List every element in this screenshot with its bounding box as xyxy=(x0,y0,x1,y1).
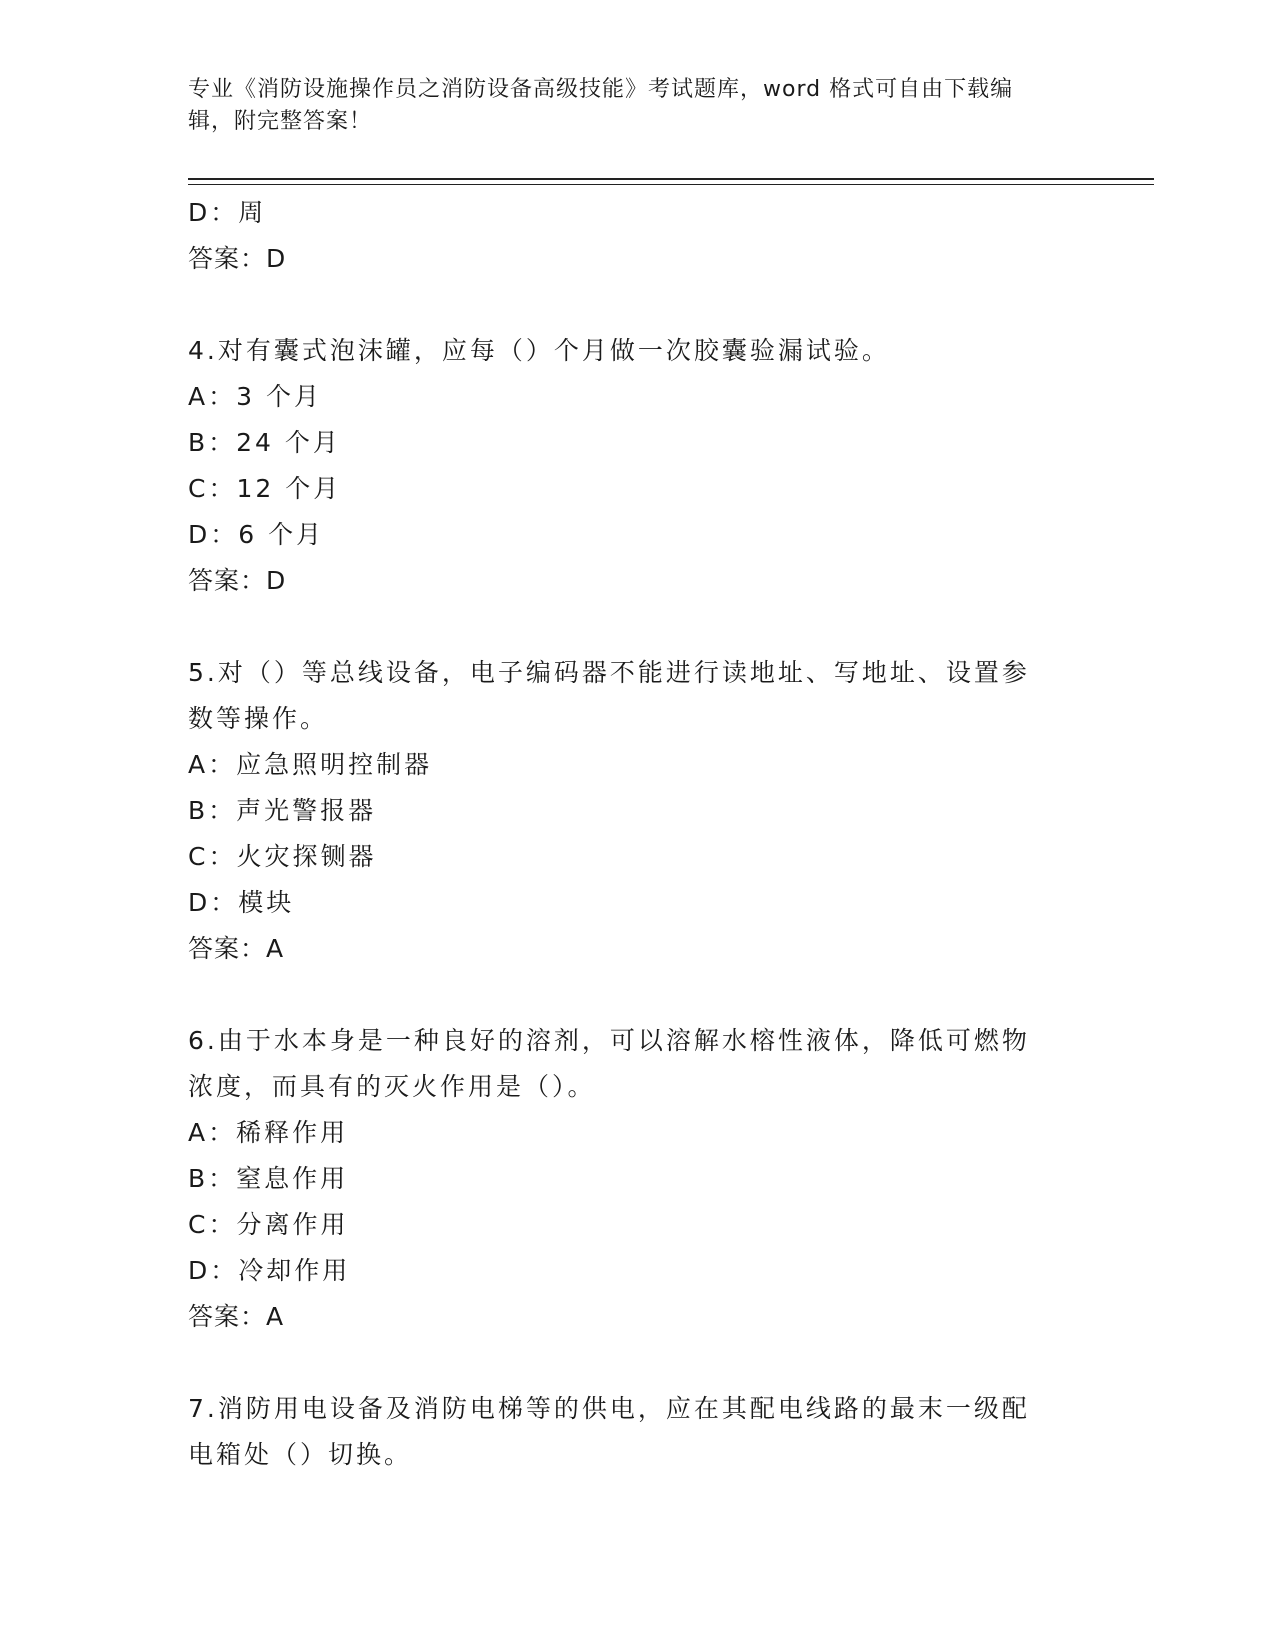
answer: 答案：D xyxy=(188,566,287,595)
option-a: A：3 个月 xyxy=(188,382,322,411)
header-line-2: 辑，附完整答案！ xyxy=(188,109,373,134)
prev-option-d: D：周 xyxy=(188,198,267,227)
option-a: A：应急照明控制器 xyxy=(188,750,433,779)
header-rule-thick xyxy=(188,178,1154,180)
option-c: C：火灾探铡器 xyxy=(188,842,377,871)
question-text-line-2: 数等操作。 xyxy=(188,704,329,733)
option-b: B：声光警报器 xyxy=(188,796,377,825)
question-text-line-2: 电箱处（）切换。 xyxy=(188,1440,413,1469)
question-7 xyxy=(188,1386,1088,1478)
question-5 xyxy=(188,650,1088,972)
header-rule-thin xyxy=(188,184,1154,185)
question-text-line-1: 6.由于水本身是一种良好的溶剂，可以溶解水榕性液体，降低可燃物 xyxy=(188,1026,1030,1055)
question-text-line-2: 浓度，而具有的灭火作用是（）。 xyxy=(188,1072,596,1101)
option-a: A：稀释作用 xyxy=(188,1118,349,1147)
question-4 xyxy=(188,328,1088,604)
option-b: B：24 个月 xyxy=(188,428,341,457)
prev-answer: 答案：D xyxy=(188,244,287,273)
option-c: C：分离作用 xyxy=(188,1210,349,1239)
question-text-line-1: 7.消防用电设备及消防电梯等的供电，应在其配电线路的最末一级配 xyxy=(188,1394,1030,1423)
option-d: D：冷却作用 xyxy=(188,1256,351,1285)
header-line-1: 专业《消防设施操作员之消防设备高级技能》考试题库，word 格式可自由下载编 xyxy=(188,77,1014,102)
answer: 答案：A xyxy=(188,934,285,963)
option-d: D：6 个月 xyxy=(188,520,325,549)
page-header xyxy=(188,74,1068,138)
question-text-line-1: 5.对（）等总线设备，电子编码器不能进行读地址、写地址、设置参 xyxy=(188,658,1030,687)
option-c: C：12 个月 xyxy=(188,474,342,503)
question-6 xyxy=(188,1018,1088,1340)
option-b: B：窒息作用 xyxy=(188,1164,349,1193)
question-text: 4.对有囊式泡沫罐，应每（）个月做一次胶囊验漏试验。 xyxy=(188,336,890,365)
answer: 答案：A xyxy=(188,1302,285,1331)
option-d: D：模块 xyxy=(188,888,295,917)
question-content xyxy=(188,190,1088,1478)
